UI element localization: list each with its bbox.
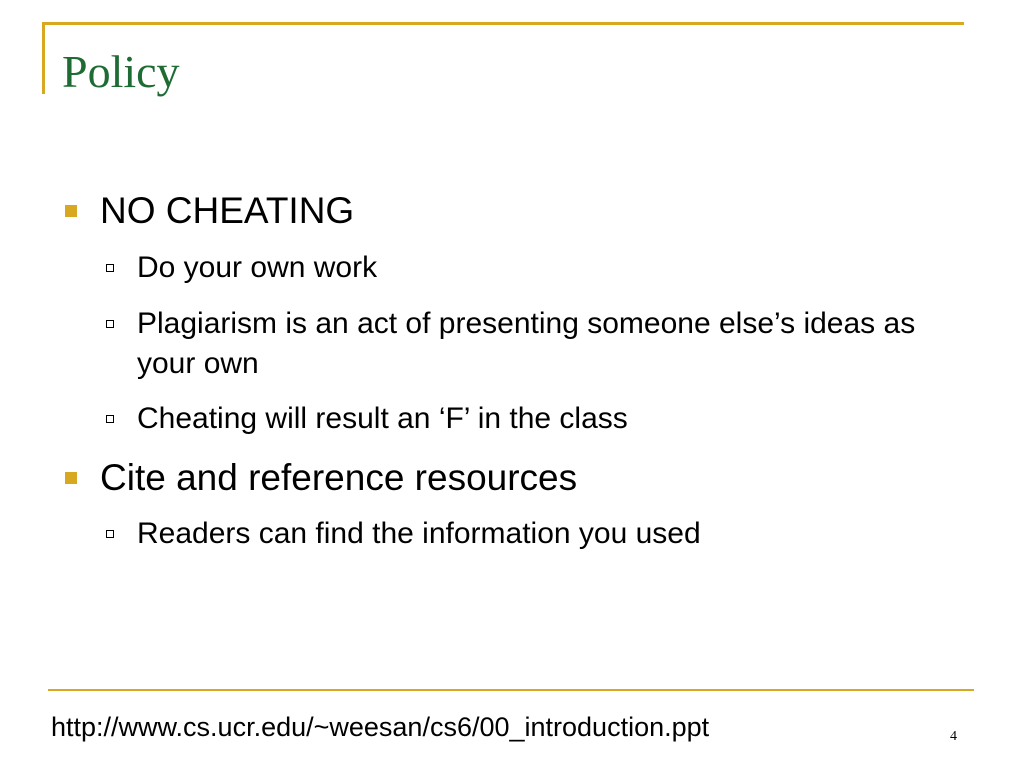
hollow-square-bullet-icon xyxy=(106,530,114,538)
title-frame-top-rule xyxy=(42,22,964,25)
footer-rule xyxy=(48,689,974,691)
hollow-square-bullet-icon xyxy=(106,320,114,328)
square-bullet-icon xyxy=(65,205,77,217)
bullet-text: Cite and reference resources xyxy=(100,457,578,498)
sub-bullet-text: Do your own work xyxy=(137,251,378,284)
slide-title: Policy xyxy=(62,46,180,97)
sub-bullet-item xyxy=(137,248,967,288)
sub-bullet-text: Readers can find the information you used xyxy=(137,517,701,550)
sub-bullet-text: Plagiarism is an act of presenting someone else’s ideas as your own xyxy=(137,307,916,380)
footer-url: http://www.cs.ucr.edu/~weesan/cs6/00_introduction.ppt xyxy=(51,712,710,742)
bullet-item xyxy=(100,456,577,500)
hollow-square-bullet-icon xyxy=(106,415,114,423)
sub-bullet-text: Cheating will result an ‘F’ in the class xyxy=(137,402,628,435)
sub-bullet-item xyxy=(137,514,967,554)
bullet-item xyxy=(100,189,354,233)
sub-bullet-item xyxy=(137,399,967,439)
bullet-text: NO CHEATING xyxy=(100,190,355,231)
sub-bullet-item xyxy=(137,304,967,384)
square-bullet-icon xyxy=(65,472,77,484)
page-number: 4 xyxy=(950,729,957,744)
hollow-square-bullet-icon xyxy=(106,264,114,272)
title-frame-left-rule xyxy=(42,22,45,94)
